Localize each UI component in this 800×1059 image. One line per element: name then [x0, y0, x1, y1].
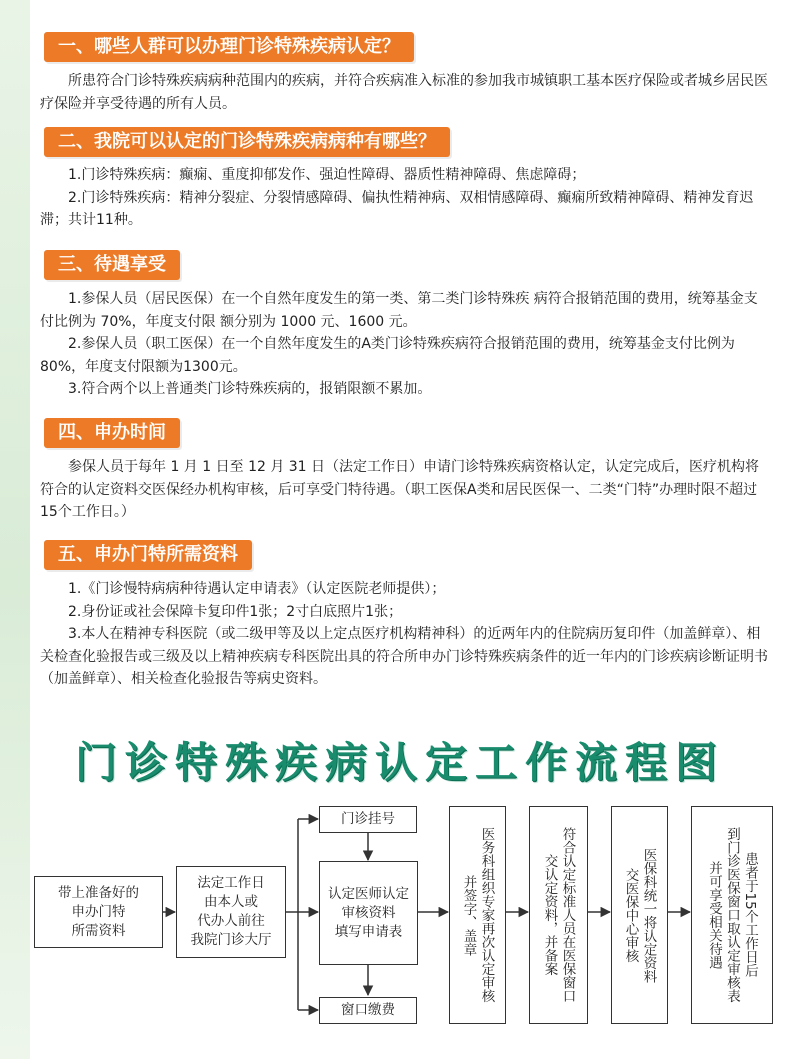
section-5-paragraph-3: 3.本人在精神专科医院（或二级甲等及以上定点医疗机构精神科）的近两年内的住院病历复印件（加盖鲜章）、相关检查化验报告或三级及以上精神疾病专科医院出具的符合所申办门诊特殊疾病条件的近一年内的门诊疾病诊断证明书（加盖鲜章）、相关检查化验报告等病史资料。 — [40, 626, 768, 687]
flow-step-result-line-3: 并可享受相关待遇 — [706, 861, 722, 969]
flow-step-archive-line-2: 交认定资料，并备案 — [541, 854, 558, 976]
section-3-paragraph-1: 1.参保人员（居民医保）在一个自然年度发生的第一类、第二类门诊特殊疾 病符合报销范围的费用，统筹基金支付比例为 70%，年度支付限 额分别为 1000 元、1600 元。 — [40, 291, 758, 330]
section-4-paragraph-1: 参保人员于每年 1 月 1 日至 12 月 31 日（法定工作日）申请门诊特殊疾病资格认定，认定完成后，医疗机构将符合的认定资料交医保经办机构审核，后可享受门特待遇。（职工医保A类和居民医保一、二类“门特”办理时限不超过15个工作日。） — [40, 459, 760, 520]
section-2-title: 二、我院可以认定的门诊特殊疾病病种有哪些？ — [44, 127, 450, 157]
flow-step-register — [319, 806, 417, 833]
section-3-title: 三、待遇享受 — [44, 250, 180, 280]
section-1-title: 一、哪些人群可以办理门诊特殊疾病认定？ — [44, 32, 414, 62]
flow-step-insurance-review-line-2: 交医保中心审核 — [622, 867, 639, 963]
flow-step-archive-line-1: 符合认定标准人员在医保窗口 — [559, 827, 576, 1003]
flow-step-prepare-materials-text: 带上准备好的 申办门特 所需资料 — [58, 884, 139, 939]
flow-step-prepare-materials — [34, 876, 163, 948]
flow-step-visit-hall-text: 法定工作日 由本人或 代办人前往 我院门诊大厅 — [190, 875, 272, 948]
flow-step-archive — [529, 806, 588, 1024]
section-2-paragraph-2: 2.门诊特殊疾病：精神分裂症、分裂情感障碍、偏执性精神病、双相情感障碍、癫痫所致精神障碍、精神发育迟滞；共计11种。 — [40, 189, 754, 228]
flow-step-pay-text: 窗口缴费 — [341, 1002, 395, 1018]
flow-step-doctor-review-text: 认定医师认定 审核资料 填写申请表 — [328, 885, 409, 940]
section-5-title: 五、申办门特所需资料 — [44, 540, 252, 570]
section-4-title: 四、申办时间 — [44, 418, 180, 448]
section-3-paragraph-3: 3.符合两个以上普通类门诊特殊疾病的，报销限额不累加。 — [68, 381, 432, 397]
flow-step-insurance-review — [611, 806, 668, 1024]
flow-step-result-line-2: 到门诊医保窗口取认定审核表 — [724, 827, 740, 1003]
section-5-paragraph-1: 1.《门诊慢特病病种待遇认定申请表》（认定医院老师提供）； — [68, 581, 446, 597]
flow-step-result — [691, 806, 773, 1024]
flow-step-expert-review — [449, 806, 506, 1024]
flow-step-visit-hall — [176, 866, 286, 958]
flow-step-doctor-review — [319, 861, 418, 965]
flow-step-pay — [319, 997, 417, 1024]
flow-step-register-text: 门诊挂号 — [341, 811, 395, 827]
flow-step-expert-review-line-1: 医务科组织专家再次认定审核 — [478, 827, 495, 1003]
flow-step-result-line-1: 患者于15个工作日后 — [742, 852, 758, 978]
flow-step-insurance-review-line-1: 医保科统一将认定资料 — [640, 847, 657, 983]
section-1-paragraph-1: 所患符合门诊特殊疾病病种范围内的疾病，并符合疾病准入标准的参加我市城镇职工基本医疗保险或者城乡居民医疗保险并享受待遇的所有人员。 — [40, 73, 768, 112]
section-5-paragraph-2: 2.身份证或社会保障卡复印件1张；2寸白底照片1张； — [68, 603, 403, 620]
flowchart-title: 门诊特殊疾病认定工作流程图 — [74, 738, 725, 787]
section-3-paragraph-2: 2.参保人员（职工医保）在一个自然年度发生的A类门诊特殊疾病符合报销范围的费用，统筹基金支付比例为 80%，年度支付限额为1300元。 — [40, 336, 735, 375]
flow-step-expert-review-line-2: 并签字、盖章 — [460, 874, 477, 956]
section-2-paragraph-1: 1.门诊特殊疾病：癫痫、重度抑郁发作、强迫性障碍、器质性精神障碍、焦虑障碍； — [68, 167, 586, 183]
